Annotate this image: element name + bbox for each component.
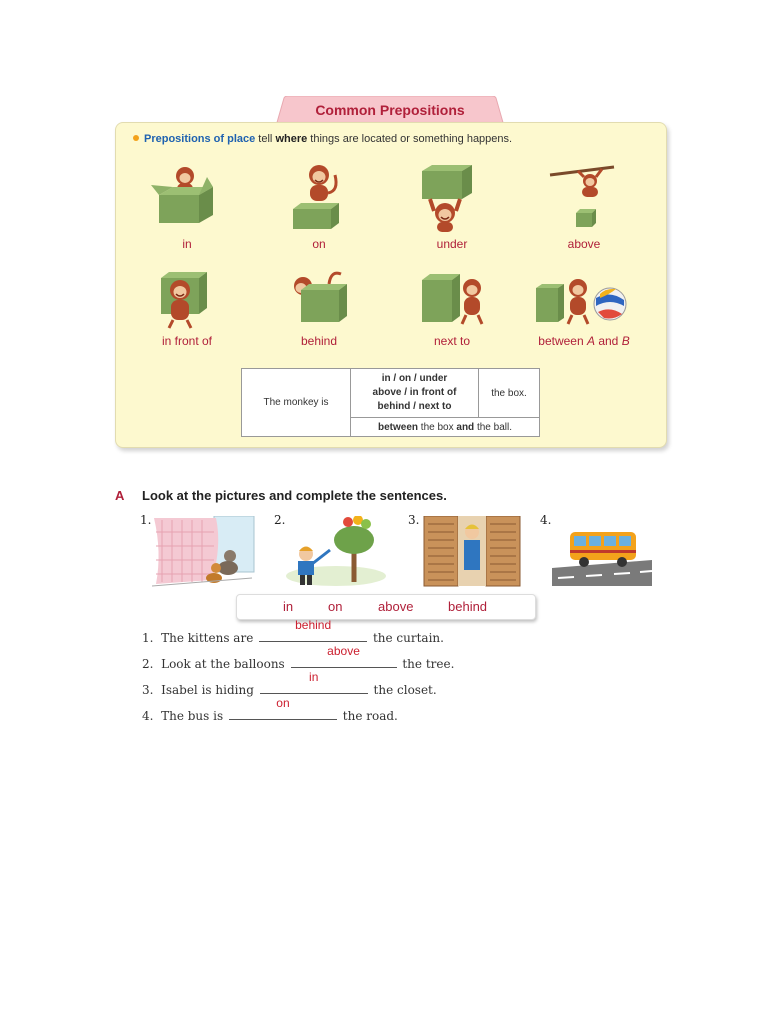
preposition-between <box>524 260 644 350</box>
preposition-in <box>127 163 247 253</box>
label-on: on <box>312 237 326 251</box>
monkey-in-box-icon <box>147 163 227 233</box>
summary-table <box>241 368 540 437</box>
label-under: under <box>436 237 468 251</box>
sentence-number: 4. <box>142 709 154 723</box>
girl-closet-icon <box>420 516 525 588</box>
picture-number: 2. <box>274 513 286 527</box>
label-next-to: next to <box>433 334 471 348</box>
preposition-behind <box>259 260 379 350</box>
answer-blank[interactable] <box>229 696 337 720</box>
preposition-next-to <box>392 260 512 350</box>
word-bank-item: above <box>378 599 414 614</box>
picture-3 <box>408 513 525 588</box>
monkey-between-box-and-ball-icon <box>534 260 634 330</box>
sentence-before: Isabel is hiding <box>161 683 254 697</box>
picture-number: 3. <box>408 513 420 527</box>
table-options-line1: in / on / under <box>381 373 448 384</box>
label-above: above <box>567 237 601 251</box>
sentence-after: the tree. <box>402 657 455 671</box>
preposition-under <box>392 163 512 253</box>
table-between-row <box>351 418 540 437</box>
intro-term: Prepositions of place <box>144 133 256 145</box>
picture-number: 4. <box>540 513 552 527</box>
word-bank <box>236 594 536 620</box>
answer-blank[interactable] <box>259 618 367 642</box>
monkey-behind-box-icon <box>279 260 359 330</box>
table-between-word: between <box>378 421 419 433</box>
picture-1 <box>140 513 257 588</box>
boy-balloons-tree-icon <box>286 516 391 588</box>
word-bank-item: in <box>283 599 294 614</box>
table-subject: The monkey is <box>242 369 351 437</box>
intro-part2: things are located or something happens. <box>307 133 513 145</box>
sentence-4 <box>142 696 398 726</box>
kittens-curtain-icon <box>152 516 257 588</box>
answer-blank[interactable] <box>260 670 368 694</box>
exercise-letter: A <box>115 488 125 503</box>
sentence-after: the road. <box>342 709 398 723</box>
monkey-next-to-box-icon <box>412 260 492 330</box>
sentence-before: Look at the balloons <box>161 657 285 671</box>
exercise-instruction: Look at the pictures and complete the sentences. <box>142 488 447 503</box>
label-in: in <box>182 237 192 251</box>
label-in-front-of: in front of <box>161 334 213 348</box>
intro-part1: tell <box>255 133 276 145</box>
monkey-above-box-icon <box>544 163 624 233</box>
monkey-under-box-icon <box>412 163 492 233</box>
panel-title: Common Prepositions <box>315 102 465 118</box>
label-behind: behind <box>300 334 338 348</box>
preposition-in-front-of <box>127 260 247 350</box>
answer-text: behind <box>295 618 332 632</box>
monkey-on-box-icon <box>279 163 359 233</box>
intro-bold: where <box>275 133 308 145</box>
preposition-on <box>259 163 379 253</box>
table-between-mid1: the box <box>418 421 457 433</box>
answer-text: in <box>309 670 319 684</box>
answer-text: on <box>276 696 290 710</box>
sentence-number: 2. <box>142 657 154 671</box>
bullet-icon <box>133 135 139 141</box>
intro-line <box>133 133 512 145</box>
table-between-and: and <box>456 421 475 433</box>
word-bank-item: on <box>328 599 343 614</box>
label-between: between A and B <box>538 334 630 348</box>
answer-blank[interactable] <box>291 644 397 668</box>
monkey-in-front-of-box-icon <box>147 260 227 330</box>
preposition-above <box>524 163 644 253</box>
picture-4 <box>540 513 657 588</box>
table-between-mid2: the ball. <box>474 421 512 433</box>
table-options <box>351 369 479 418</box>
picture-number: 1. <box>140 513 152 527</box>
sentence-number: 1. <box>142 631 154 645</box>
bus-road-icon <box>552 516 657 588</box>
table-options-line2: above / in front of <box>372 387 457 398</box>
sentence-after: the closet. <box>373 683 437 697</box>
sentence-number: 3. <box>142 683 154 697</box>
picture-2 <box>274 513 391 588</box>
answer-text: above <box>327 644 360 658</box>
sentence-before: The bus is <box>161 709 224 723</box>
table-object: the box. <box>479 369 540 418</box>
prepositions-panel <box>115 122 667 448</box>
sentence-before: The kittens are <box>161 631 254 645</box>
word-bank-item: behind <box>448 599 488 614</box>
table-options-line3: behind / next to <box>377 401 452 412</box>
sentence-after: the curtain. <box>372 631 444 645</box>
